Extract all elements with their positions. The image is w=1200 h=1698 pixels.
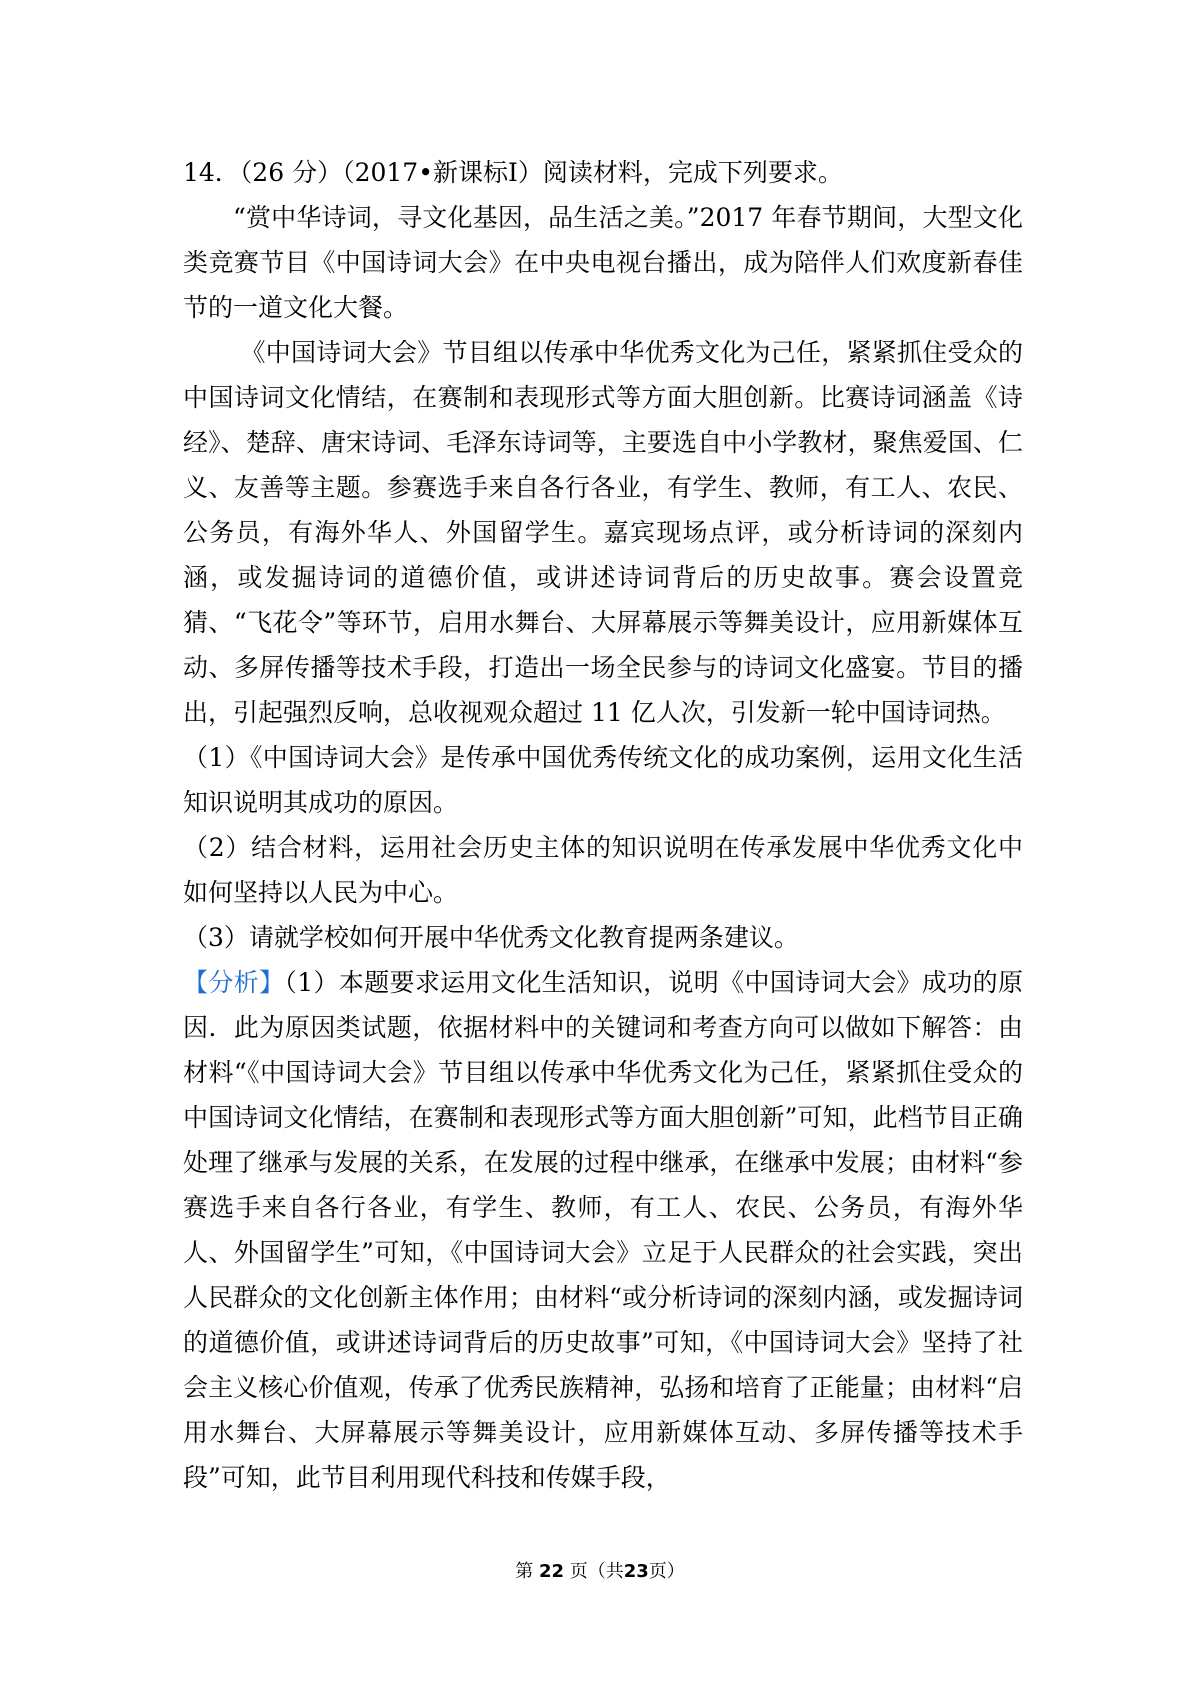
sub-question-2: （2）结合材料，运用社会历史主体的知识说明在传承发展中华优秀文化中如何坚持以人民为中心。 bbox=[183, 833, 1023, 907]
page-content bbox=[183, 150, 1023, 1500]
sub-question-3: （3）请就学校如何开展中华优秀文化教育提两条建议。 bbox=[183, 923, 799, 952]
sub-question-1: （1）《中国诗词大会》是传承中国优秀传统文化的成功案例，运用文化生活知识说明其成功的原因。 bbox=[183, 743, 1023, 817]
analysis-tag: 【分析】 bbox=[183, 968, 285, 997]
footer-middle: 页（共 bbox=[569, 1561, 624, 1582]
footer-total-pages: 23 bbox=[623, 1561, 649, 1582]
footer-suffix: 页） bbox=[648, 1561, 685, 1582]
question-header: 14．（26 分）（2017•新课标Ⅰ）阅读材料，完成下列要求。 bbox=[183, 158, 843, 187]
page-footer bbox=[0, 1560, 1200, 1584]
material-paragraph-2: 《中国诗词大会》节目组以传承中华优秀文化为己任，紧紧抓住受众的中国诗词文化情结，在赛制和表现形式等方面大胆创新。比赛诗词涵盖《诗经》、楚辞、唐宋诗词、毛泽东诗词等，主要选自中小学教材，聚焦爱国、仁义、友善等主题。参赛选手来自各行各业，有学生、教师，有工人、农民、公务员，有海外华人、外国留学生。嘉宾现场点评，或分析诗词的深刻内涵，或发掘诗词的道德价值，或讲述诗词背后的历史故事。赛会设置竞猜、“飞花令”等环节，启用水舞台、大屏幕展示等舞美设计，应用新媒体互动、多屏传播等技术手段，打造出一场全民参与的诗词文化盛宴。节目的播出，引起强烈反响，总收视观众超过 11 亿人次，引发新一轮中国诗词热。 bbox=[183, 338, 1023, 727]
footer-current-page: 22 bbox=[538, 1561, 564, 1582]
material-paragraph-1: “赏中华诗词，寻文化基因，品生活之美。”2017 年春节期间，大型文化类竞赛节目《中国诗词大会》在中央电视台播出，成为陪伴人们欢度新春佳节的一道文化大餐。 bbox=[183, 203, 1023, 322]
analysis-text: （1）本题要求运用文化生活知识，说明《中国诗词大会》成功的原因．此为原因类试题，依据材料中的关键词和考查方向可以做如下解答：由材料“《中国诗词大会》节目组以传承中华优秀文化为己任，紧紧抓住受众的中国诗词文化情结，在赛制和表现形式等方面大胆创新”可知，此档节目正确处理了继承与发展的关系，在发展的过程中继承，在继承中发展；由材料“参赛选手来自各行各业，有学生、教师，有工人、农民、公务员，有海外华人、外国留学生”可知，《中国诗词大会》立足于人民群众的社会实践，突出人民群众的文化创新主体作用；由材料“或分析诗词的深刻内涵，或发掘诗词的道德价值，或讲述诗词背后的历史故事”可知，《中国诗词大会》坚持了社会主义核心价值观，传承了优秀民族精神，弘扬和培育了正能量；由材料“启用水舞台、大屏幕展示等舞美设计，应用新媒体互动、多屏传播等技术手段”可知，此节目利用现代科技和传媒手段， bbox=[183, 968, 1023, 1492]
footer-prefix: 第 bbox=[515, 1561, 534, 1582]
analysis-paragraph bbox=[183, 960, 1023, 1500]
